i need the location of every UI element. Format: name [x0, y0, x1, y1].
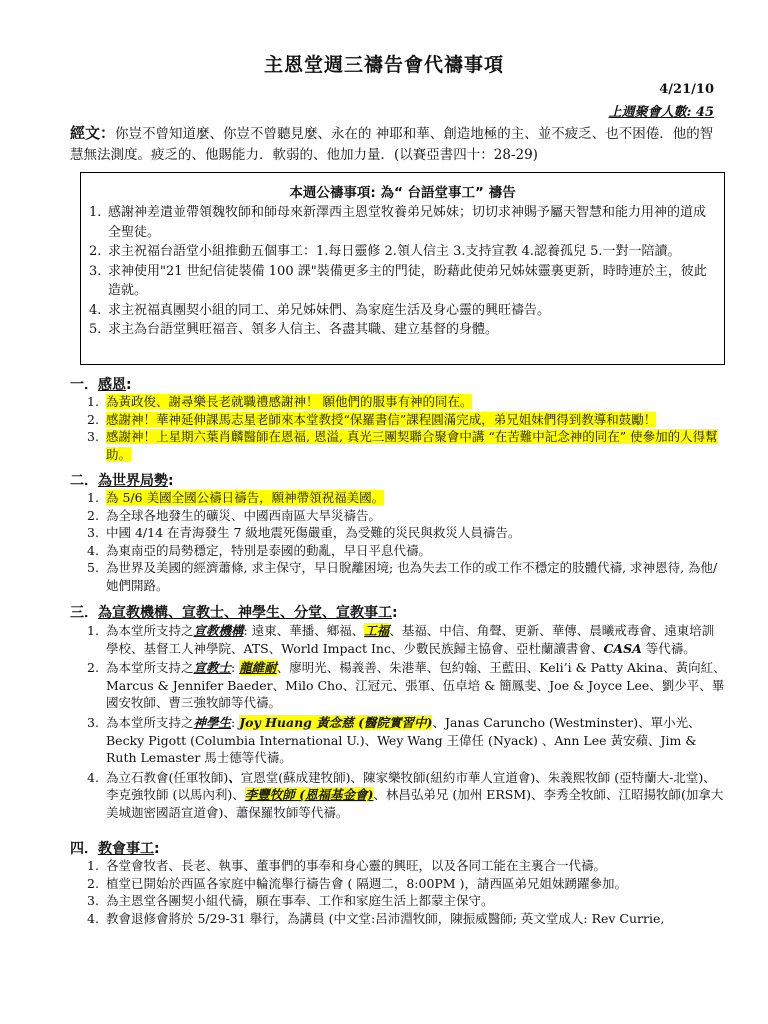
list-item	[87, 542, 726, 560]
item-emphasis: 、	[228, 769, 241, 785]
item-number: 3.	[87, 525, 99, 541]
section-colon: :	[154, 841, 160, 857]
item-number: 1.	[87, 394, 99, 409]
item-text: 為世界及美國的經濟蕭條, 求主保守，早日脫離困境; 也為失去工作的或工作不穩定的肢體代禱, 求神恩待, 為他/她們開路。	[106, 560, 718, 593]
list-item	[87, 857, 726, 875]
item-number: 4.	[87, 542, 99, 558]
item-emphasis: 宣教士	[193, 660, 232, 676]
item-number: 2.	[87, 411, 99, 427]
section-colon: :	[392, 605, 398, 621]
list-item	[89, 320, 714, 340]
item-text: 宣恩堂(蘇成建牧師)、陳家樂牧師(紐約市華人宣道會)、朱義熙牧師 (亞特蘭大-北堂)、李克強牧師 (以馬內利)、	[106, 769, 716, 803]
item-emphasis: 李豐牧師 (恩福基金會)	[244, 787, 374, 803]
item-text: 為立石教會(任軍牧師)	[106, 769, 229, 785]
list-item	[89, 203, 714, 242]
item-text: 為黃政俊、謝尋樂長老就職禮感謝神！ 願他們的服事有神的同在。	[106, 394, 473, 409]
item-text: 為主恩堂各團契小組代禱，願在事奉、工作和家庭生活上都蒙主保守。	[106, 893, 494, 909]
item-emphasis: 工福	[364, 623, 390, 638]
item-number: 2.	[87, 875, 99, 891]
weekly-focus-box	[80, 172, 725, 365]
section-colon: :	[168, 473, 174, 489]
item-emphasis: Joy Huang 黃念慈 (醫院實習中)	[239, 714, 433, 730]
item-number: 4.	[89, 302, 102, 318]
scripture-text: 你豈不曾知道麼、你豈不曾聽見麼、永在的 神耶和華、創造地極的主、並不疲乏、也不困倦．他的智慧無法測度。疲乏的、他賜能力．軟弱的、他加力量．(以賽亞書四十：28-29)	[70, 126, 714, 163]
attendance-label: 上週聚會人數:	[608, 105, 692, 120]
item-text: 感謝神差遣並帶領魏牧師和師母來新澤西主恩堂牧養弟兄姊妹；切切求神賜予屬天智慧和能力用神的道成全聖徒。	[108, 205, 707, 240]
attendance-line	[609, 101, 714, 120]
item-text: 為本堂所支持之	[106, 623, 194, 638]
item-text: 植堂已開始於西區各家庭中輪流舉行禱告會 ( 隔週二，8:00PM )，請西區弟兄姐妹踴躍參加。	[106, 875, 627, 891]
item-number: 1.	[87, 858, 99, 873]
item-emphasis: 神學生	[193, 714, 232, 730]
item-text: 、廖明光、楊義善、朱港華、包約翰、王藍田、Keli’i & Patty Akina、黃向紅、Marcus & Jennifer Baeder、Milo Cho、江冠元、張軍、伍卓培 & 簡鳳斐、Joe & Joyce Lee、劉少平、畢國安牧師、曹三強牧師等代禱。	[106, 660, 726, 711]
item-text: 、基福、中信、角聲、更新、華傳、晨曦戒毒會、遠東培訓學校、基督工人神學院、ATS、World Impact Inc、少數民族歸主協會、亞杜蘭讀書會、	[106, 623, 715, 656]
item-text: 等代禱。	[641, 640, 696, 656]
section-prefix: 三．	[70, 605, 98, 621]
item-number: 5.	[89, 322, 102, 337]
list-item	[87, 393, 726, 411]
item-number: 4.	[87, 769, 99, 785]
list-item	[87, 622, 726, 657]
item-text: 感謝神！華神延伸課馬志星老師來本堂教授“保羅書信”課程圓滿完成，弟兄姐妹們得到教導和鼓勵！	[106, 411, 657, 427]
item-text: 求主祝福台語堂小組推動五個事工：1.每日靈修 2.領人信主 3.支持宣教 4.認養孤兒 5.一對一陪讀。	[108, 244, 681, 259]
section-heading-missions	[70, 602, 398, 622]
section-heading-world	[70, 470, 174, 490]
church-list	[87, 857, 726, 927]
item-text: 求神使用"21 世紀信徒裝備 100 課"裝備更多主的門徒，盼藉此使弟兄姊妹靈裏更新，時時連於主，彼此造就。	[108, 263, 707, 298]
page-title: 主恩堂週三禱告會代禱事項	[263, 54, 504, 76]
item-text: 求主為台語堂興旺福音、領多人信主、各盡其職、建立基督的身體。	[108, 322, 499, 337]
item-text: 為本堂所支持之	[106, 660, 194, 676]
item-emphasis: 龍維耐	[239, 660, 277, 676]
section-prefix: 一．	[70, 377, 98, 393]
section-title: 感恩	[98, 377, 126, 393]
scripture-passage	[70, 123, 720, 166]
item-number: 1.	[87, 623, 99, 638]
item-text: 為 5/6 美國全國公禱日禱告，願神帶領祝福美國。	[106, 490, 385, 505]
item-text: 、Janas Caruncho (Westminster)、單小光、Becky Pigott (Columbia International U.)、Wey Wang 王偉任 (Nyack) 、Ann Lee 黃安蘋、Jim & Ruth Lemaster 馬士德等代禱。	[106, 714, 701, 766]
thanks-list	[87, 393, 726, 463]
item-number: 2.	[87, 507, 99, 523]
list-item	[87, 489, 726, 507]
item-emphasis: CASA	[603, 640, 642, 656]
list-item	[87, 559, 726, 594]
list-item	[87, 659, 726, 712]
list-item	[87, 428, 726, 463]
item-number: 3.	[87, 429, 99, 445]
list-item	[87, 507, 726, 525]
section-heading-thanks	[70, 374, 132, 394]
section-title: 教會事工	[98, 841, 154, 857]
item-text: 教會退修會將於 5/29-31 舉行，為講員 (中文堂:呂沛淵牧師，陳振威醫師; 英文堂成人: Rev Currie,	[106, 910, 665, 926]
list-item	[87, 769, 726, 822]
item-emphasis: 宣教機構	[193, 623, 244, 638]
item-number: 2.	[89, 244, 102, 259]
item-text: 為全球各地發生的礦災、中國西南區大旱災禱告。	[106, 507, 382, 523]
item-text: :	[231, 714, 240, 730]
section-colon: :	[126, 377, 132, 393]
item-number: 1.	[89, 205, 102, 220]
item-number: 1.	[87, 490, 99, 505]
section-title: 為宣教機構、宣教士、神學生、分堂、宣教事工	[98, 605, 392, 621]
list-item	[89, 242, 714, 262]
item-number: 3.	[89, 263, 102, 279]
item-number: 3.	[87, 893, 99, 909]
bulletin-date: 4/21/10	[659, 82, 714, 97]
list-item	[87, 411, 726, 429]
missions-list	[87, 622, 726, 822]
attendance-value: 45	[695, 105, 714, 120]
list-item	[87, 892, 726, 910]
item-text: 為本堂所支持之	[106, 714, 194, 730]
weekly-focus-title: 本週公禱事項: 為“ 台語堂事工” 禱告	[289, 185, 516, 201]
section-prefix: 二．	[70, 473, 98, 489]
item-text: : 遠東、華播、鄉福、	[243, 623, 365, 638]
item-text: 中國 4/14 在青海發生 7 級地震死傷嚴重，為受難的災民與救災人員禱告。	[106, 525, 521, 541]
item-text: 求主祝福真團契小組的同工、弟兄姊妹們、為家庭生活及身心靈的興旺禱告。	[108, 302, 551, 318]
item-number: 3.	[87, 714, 99, 730]
scripture-label: 經文：	[70, 124, 116, 142]
item-text: :	[231, 660, 240, 676]
item-number: 5.	[87, 560, 99, 576]
section-heading-church	[70, 838, 160, 858]
list-item	[87, 875, 726, 893]
item-number: 2.	[87, 660, 99, 676]
item-text: 各堂會牧者、長老、執事、董事們的事奉和身心靈的興旺，以及各同工能在主裏合一代禱。	[106, 858, 607, 873]
section-title: 為世界局勢	[98, 473, 168, 489]
item-text: 感謝神！上星期六葉肖麟醫師在恩福, 恩溢, 真光三團契聯合聚會中講 “在苦難中記念神的同在” 使參加的人得幫助。	[106, 429, 718, 462]
list-item	[89, 301, 714, 321]
world-list	[87, 489, 726, 595]
list-item	[89, 262, 714, 301]
item-number: 4.	[87, 910, 99, 926]
weekly-focus-list	[81, 203, 724, 340]
list-item	[87, 714, 726, 767]
item-text: 、林昌弘弟兄 (加州 ERSM)、李秀全牧師、江昭揚牧師(加拿大美城迦密國語宣道會)、蕭保羅牧師等代禱。	[106, 787, 724, 820]
item-text: 為東南亞的局勢穩定，特別是泰國的動亂，早日平息代禱。	[106, 542, 432, 558]
list-item	[87, 910, 726, 928]
list-item	[87, 524, 726, 542]
section-prefix: 四．	[70, 841, 98, 857]
